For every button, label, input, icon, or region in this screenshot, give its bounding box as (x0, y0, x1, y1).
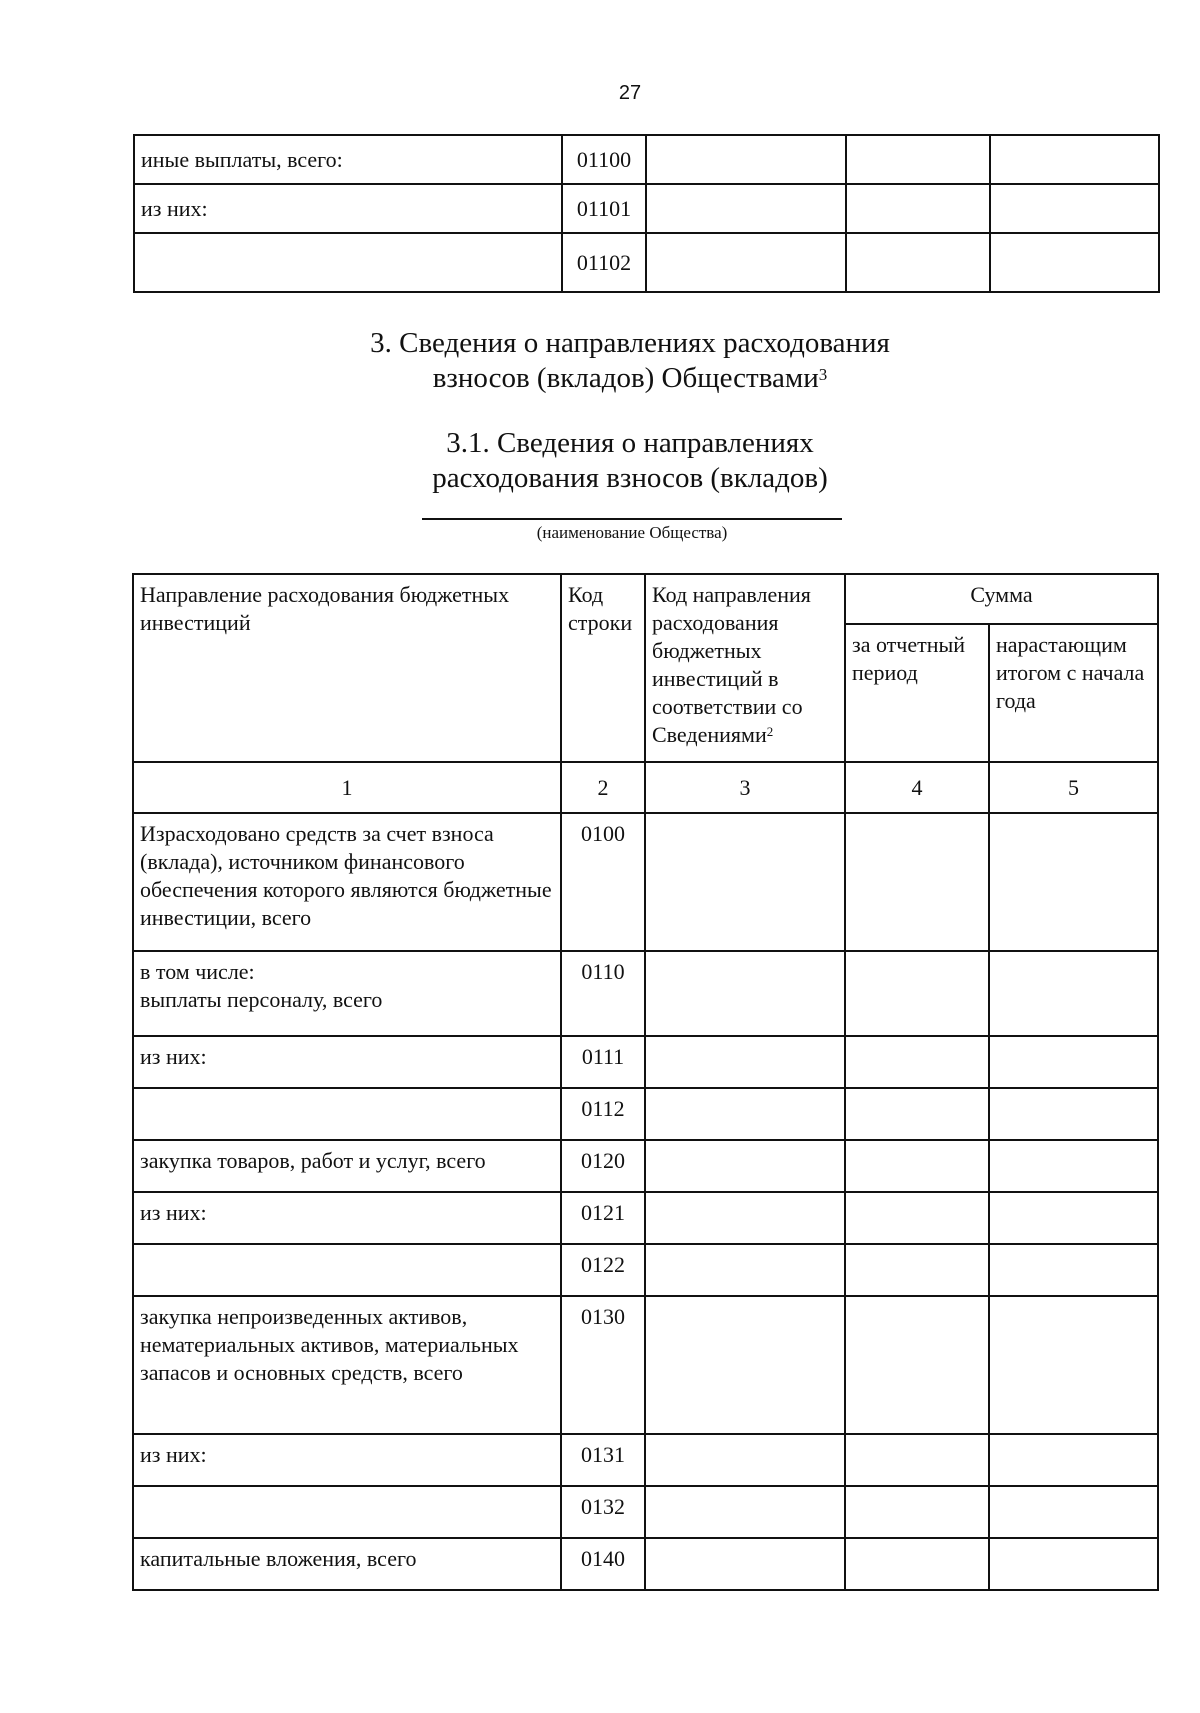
column-number: 2 (561, 762, 645, 813)
section-3-1-heading (0, 426, 1200, 496)
value-cell (645, 951, 845, 1036)
value-cell (845, 1486, 989, 1538)
value-cell (989, 1140, 1158, 1192)
value-cell (989, 1192, 1158, 1244)
value-cell (645, 1192, 845, 1244)
column-number: 4 (845, 762, 989, 813)
value-cell (645, 1140, 845, 1192)
value-cell (845, 951, 989, 1036)
value-cell (845, 1434, 989, 1486)
header-footnote-mark: 2 (766, 724, 774, 739)
footnote-mark: 3 (818, 365, 828, 384)
column-number-row (133, 762, 1158, 813)
value-cell (645, 813, 845, 951)
column-number: 3 (645, 762, 845, 813)
table-row (134, 135, 1159, 184)
row-code: 01101 (562, 184, 646, 233)
value-cell (845, 1244, 989, 1296)
row-code: 0121 (561, 1192, 645, 1244)
row-label: закупка непроизведенных активов, нематериальных активов, материальных запасов и основных средств, всего (133, 1296, 561, 1434)
row-label: закупка товаров, работ и услуг, всего (133, 1140, 561, 1192)
header-direction-code-text: Код направления расходования бюджетных инвестиций в соответствии со Сведениями (652, 582, 811, 747)
row-code: 0140 (561, 1538, 645, 1590)
row-label (134, 233, 562, 292)
table-row (134, 184, 1159, 233)
row-label: Израсходовано средств за счет взноса (вклада), источником финансового обеспечения которого являются бюджетные инвестиции, всего (133, 813, 561, 951)
value-cell (989, 813, 1158, 951)
header-row-code: Код строки (561, 574, 645, 762)
value-cell (845, 1036, 989, 1088)
other-payments-table (133, 134, 1160, 293)
section-3-heading (0, 326, 1200, 396)
table-row (133, 813, 1158, 951)
page-number: 27 (618, 82, 642, 104)
section-3-1-heading-line1: 3.1. Сведения о направлениях (446, 427, 814, 459)
value-cell (645, 1088, 845, 1140)
value-cell (989, 1036, 1158, 1088)
row-label: из них: (134, 184, 562, 233)
row-code: 01100 (562, 135, 646, 184)
table-row (133, 951, 1158, 1036)
row-code: 0120 (561, 1140, 645, 1192)
spending-directions-table (132, 573, 1159, 1591)
row-code: 0122 (561, 1244, 645, 1296)
value-cell (989, 1538, 1158, 1590)
value-cell (989, 951, 1158, 1036)
section-3-1-heading-line2: расходования взносов (вкладов) (432, 462, 828, 494)
value-cell (645, 1296, 845, 1434)
value-cell (646, 184, 846, 233)
header-sum-ytd: нарастающим итогом с начала года (989, 624, 1158, 762)
value-cell (646, 233, 846, 292)
header-sum-period: за отчетный период (845, 624, 989, 762)
table-row (133, 1538, 1158, 1590)
value-cell (645, 1486, 845, 1538)
header-direction-code (645, 574, 845, 762)
header-direction: Направление расходования бюджетных инвестиций (133, 574, 561, 762)
value-cell (990, 233, 1159, 292)
row-code: 0131 (561, 1434, 645, 1486)
row-label (133, 1486, 561, 1538)
section-3-heading-line1: 3. Сведения о направлениях расходования (370, 327, 890, 359)
column-number: 1 (133, 762, 561, 813)
value-cell (989, 1486, 1158, 1538)
row-label: в том числе: выплаты персоналу, всего (133, 951, 561, 1036)
row-label (133, 1088, 561, 1140)
value-cell (846, 184, 990, 233)
row-code: 0112 (561, 1088, 645, 1140)
row-code: 01102 (562, 233, 646, 292)
table-row (134, 233, 1159, 292)
value-cell (845, 1192, 989, 1244)
row-code: 0110 (561, 951, 645, 1036)
row-label: иные выплаты, всего: (134, 135, 562, 184)
value-cell (846, 135, 990, 184)
row-code: 0100 (561, 813, 645, 951)
table-row (133, 1244, 1158, 1296)
value-cell (845, 1088, 989, 1140)
table-row (133, 1036, 1158, 1088)
value-cell (645, 1244, 845, 1296)
row-code: 0111 (561, 1036, 645, 1088)
value-cell (645, 1036, 845, 1088)
table-row (133, 1140, 1158, 1192)
company-name-line (422, 518, 842, 520)
value-cell (646, 135, 846, 184)
value-cell (989, 1088, 1158, 1140)
value-cell (846, 233, 990, 292)
column-number: 5 (989, 762, 1158, 813)
value-cell (845, 1538, 989, 1590)
row-label: капитальные вложения, всего (133, 1538, 561, 1590)
row-label: из них: (133, 1434, 561, 1486)
table-row (133, 1088, 1158, 1140)
table-row (133, 1434, 1158, 1486)
value-cell (845, 1140, 989, 1192)
value-cell (989, 1296, 1158, 1434)
value-cell (645, 1538, 845, 1590)
company-name-caption: (наименование Общества) (536, 523, 728, 542)
row-label: из них: (133, 1192, 561, 1244)
value-cell (845, 1296, 989, 1434)
header-sum: Сумма (845, 574, 1158, 624)
value-cell (645, 1434, 845, 1486)
table-row (133, 1296, 1158, 1434)
row-label: из них: (133, 1036, 561, 1088)
table-row (133, 1192, 1158, 1244)
row-label (133, 1244, 561, 1296)
row-code: 0130 (561, 1296, 645, 1434)
row-code: 0132 (561, 1486, 645, 1538)
value-cell (989, 1244, 1158, 1296)
section-3-heading-line2: взносов (вкладов) Обществами (432, 362, 819, 394)
value-cell (990, 184, 1159, 233)
table-row (133, 1486, 1158, 1538)
value-cell (845, 813, 989, 951)
value-cell (990, 135, 1159, 184)
value-cell (989, 1434, 1158, 1486)
